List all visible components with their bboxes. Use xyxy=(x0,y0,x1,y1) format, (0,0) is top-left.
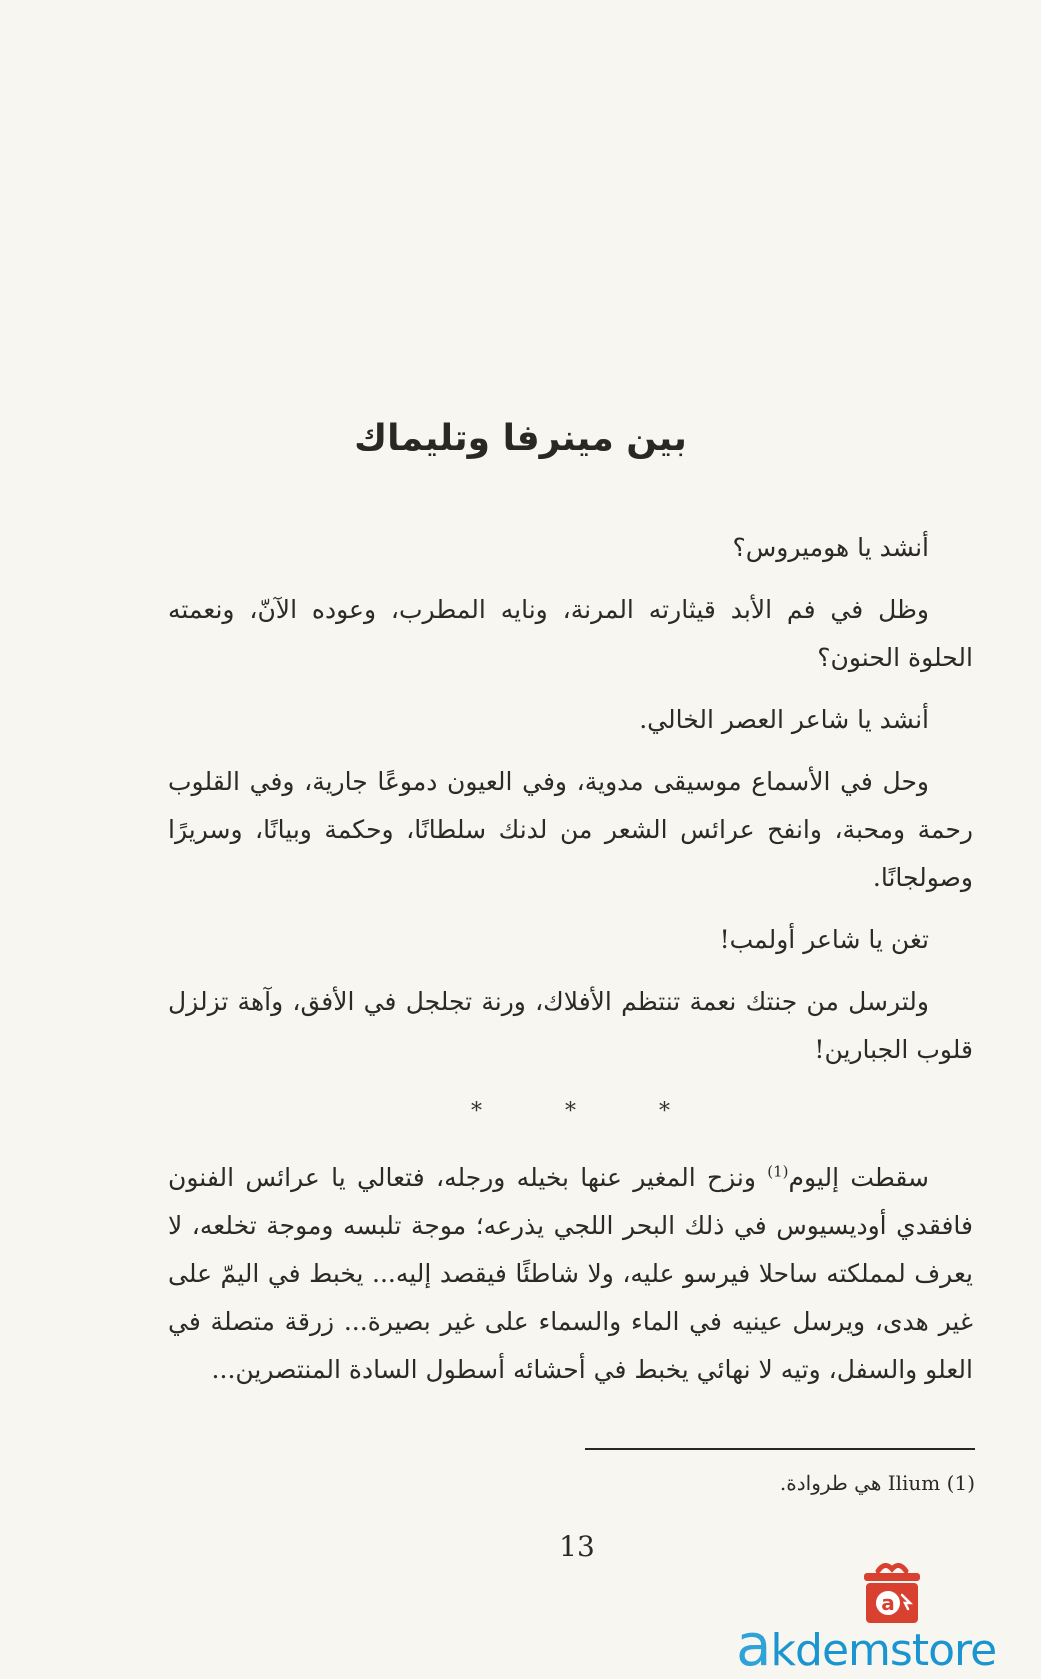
paragraph: وظل في فم الأبد قيثارته المرنة، ونايه المطرب، وعوده الآنّ، ونعمته الحلوة الحنون؟ xyxy=(168,595,973,672)
paragraph: وحل في الأسماع موسيقى مدوية، وفي العيون دموعًا جارية، وفي القلوب رحمة ومحبة، وانفح عرائس الشعر من لدنك سلطانًا، وحكمة وبيانًا، وسريرًا وصولجانًا. xyxy=(168,767,973,892)
footnote-divider xyxy=(585,1448,975,1450)
paragraph: ولترسل من جنتك نعمة تنتظم الأفلاك، ورنة تجلجل في الأفق، وآهة تزلزل قلوب الجبارين! xyxy=(168,987,973,1064)
paragraph: أنشد يا هوميروس؟ xyxy=(732,533,929,562)
footnote: (1) Ilium هي طروادة. xyxy=(779,1471,975,1495)
chapter-body xyxy=(168,524,973,1394)
chapter-title: بين مينرفا وتليماك xyxy=(354,418,687,459)
store-name-rest: kdemstore xyxy=(770,1625,997,1676)
book-a-icon xyxy=(858,1557,926,1629)
store-name xyxy=(736,1611,1041,1679)
paragraph: تغن يا شاعر أولمب! xyxy=(719,925,929,954)
section-separator: * * * xyxy=(471,1099,708,1124)
store-name-prefix: a xyxy=(736,1611,771,1679)
footnote-marker: (1) xyxy=(767,1162,789,1181)
svg-text:a: a xyxy=(881,1591,895,1615)
page-number: 13 xyxy=(559,1530,595,1563)
paragraph-lead: سقطت إليوم xyxy=(788,1163,929,1192)
store-watermark xyxy=(736,1557,1036,1679)
paragraph: أنشد يا شاعر العصر الخالي. xyxy=(639,705,929,734)
paragraph-section-2 xyxy=(168,1154,973,1394)
paragraph-rest: ونزح المغير عنها بخيله ورجله، فتعالي يا عرائس الفنون فافقدي أوديسيوس في ذلك البحر اللجي يذرعه؛ موجة تلبسه وموجة تخلعه، لا يعرف لمملكته ساحلا فيرسو عليه، ولا شاطئًا فيقصد إليه... يخبط في اليمّ على غير هدى، ويرسل عينيه في الماء والسماء على غير بصيرة... زرقة متصلة في العلو والسفل، وتيه لا نهائي يخبط في أحشائه أسطول السادة المنتصرين... xyxy=(168,1163,973,1384)
